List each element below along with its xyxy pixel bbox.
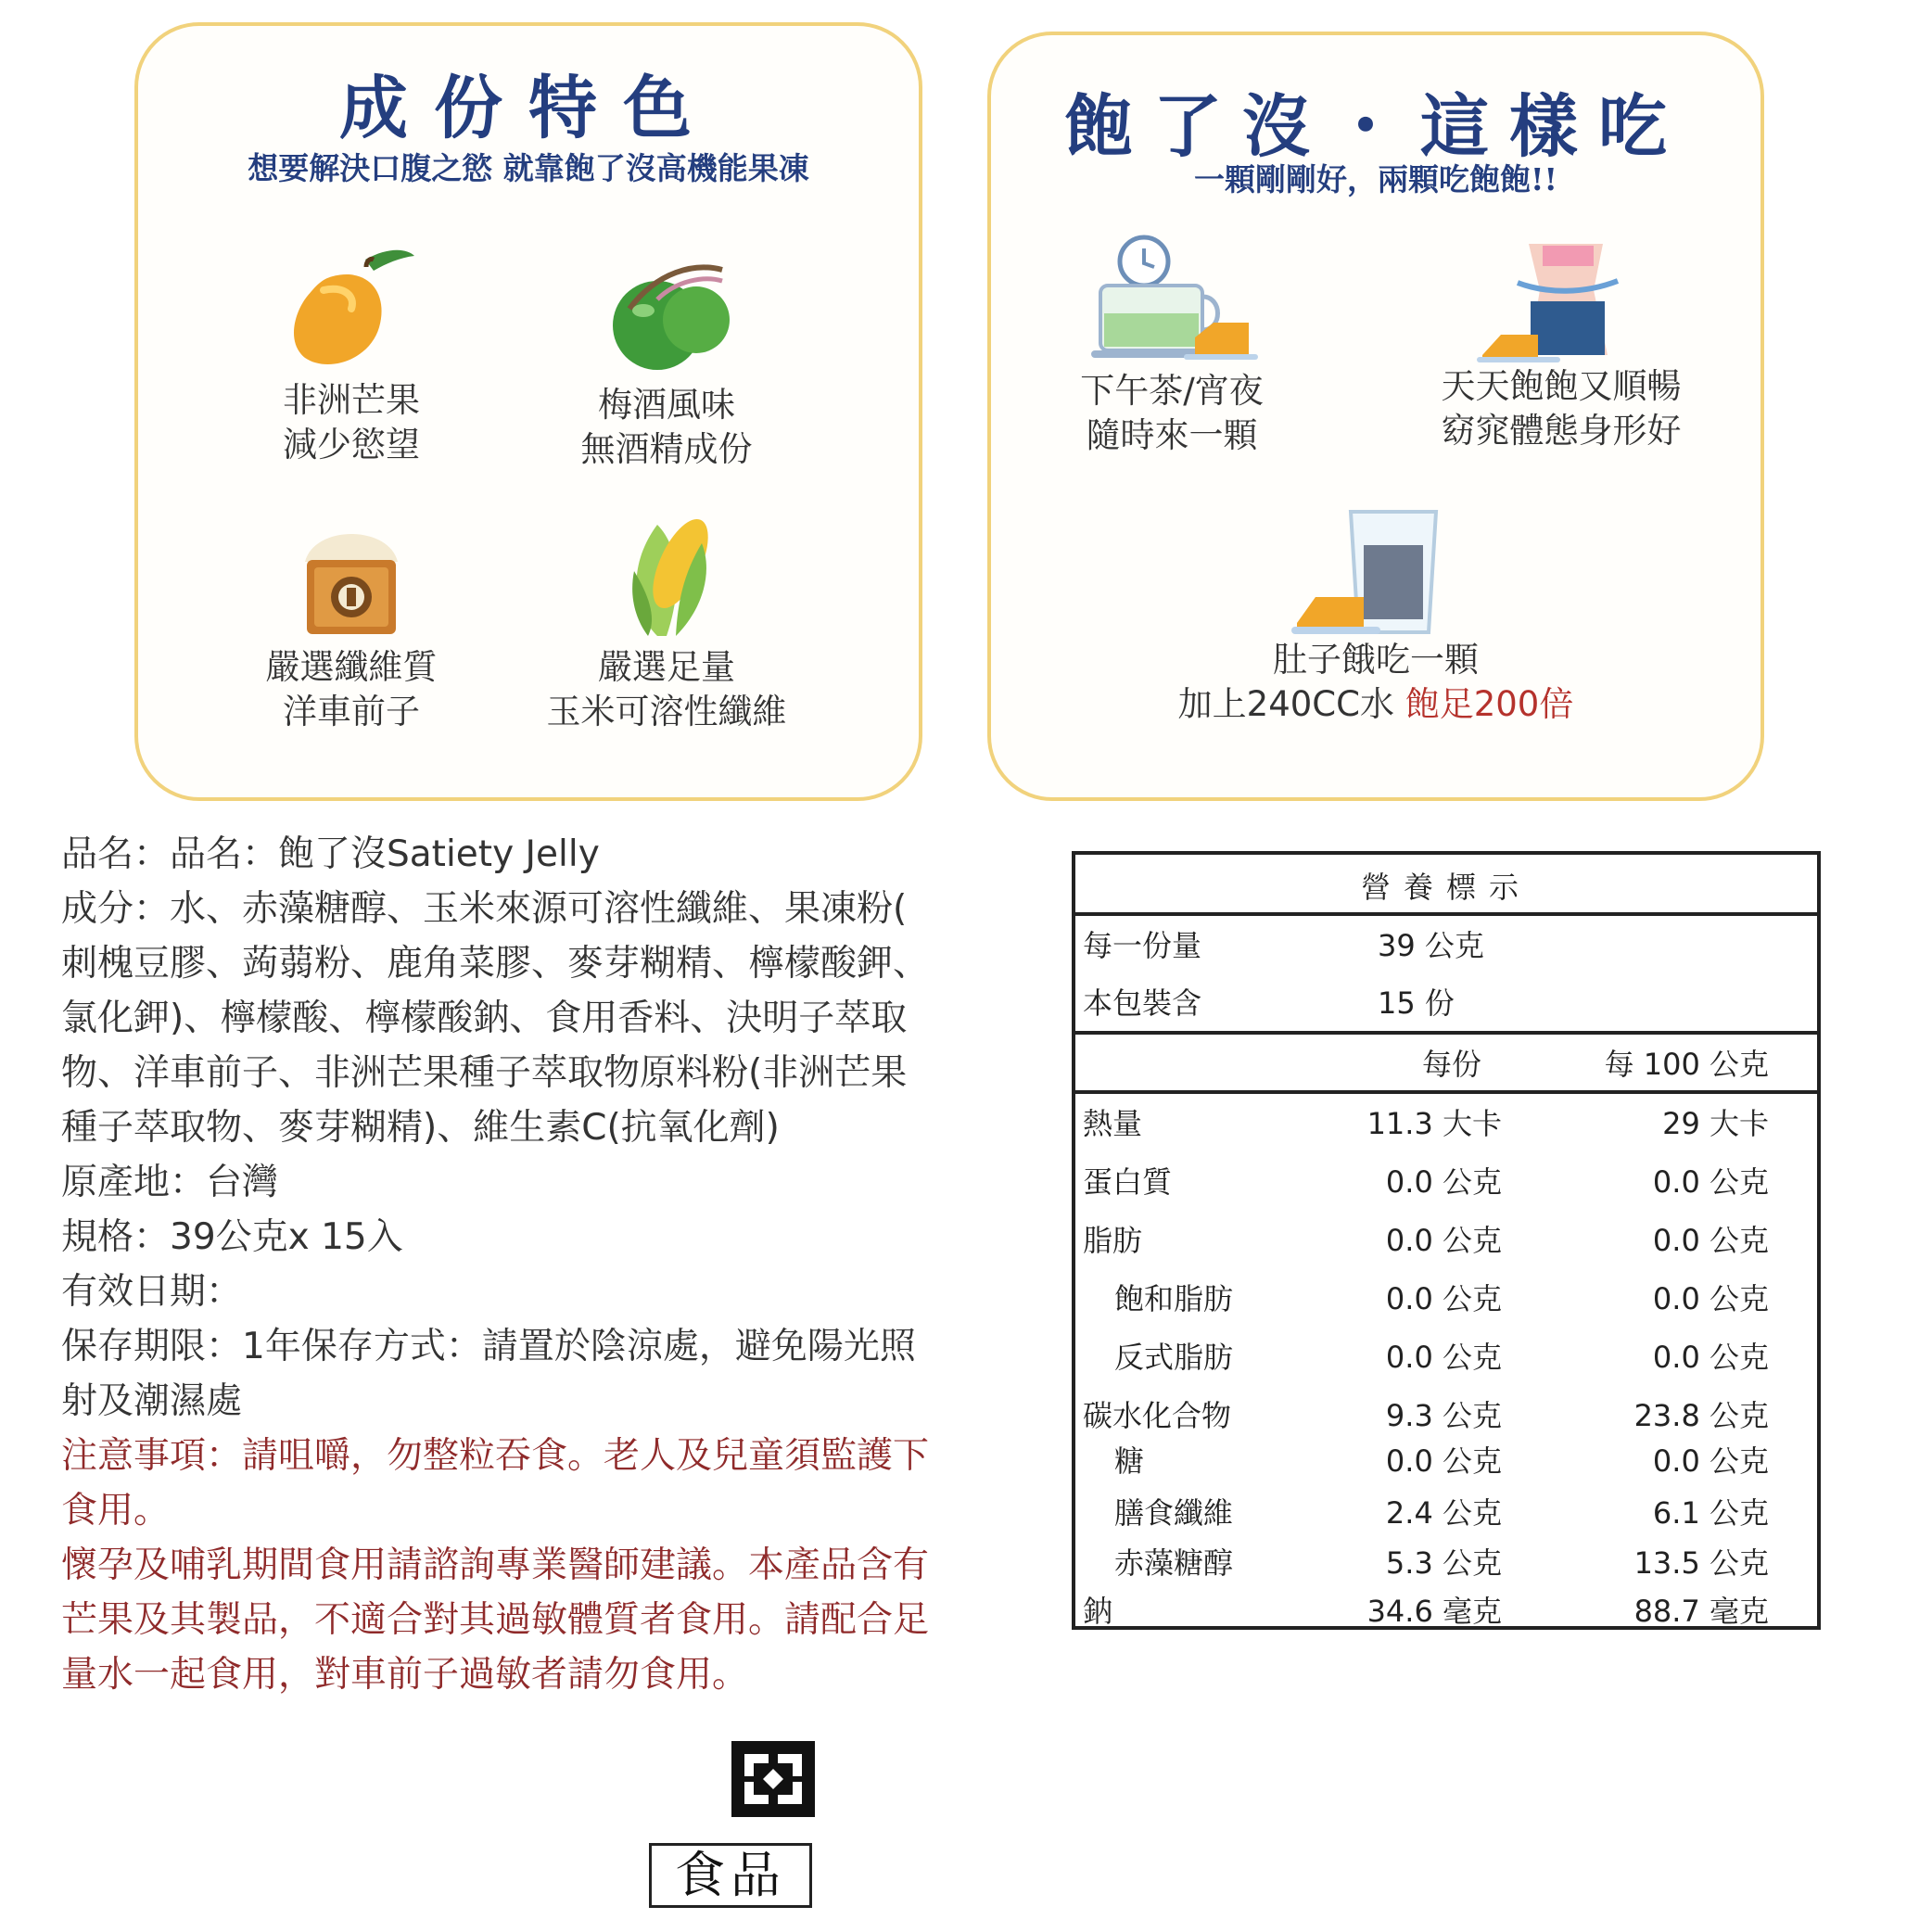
column-header-per-serving: 每份 [1421,1047,1481,1082]
caution-line: 注意事項：請咀嚼，勿整粒吞食。老人及兒童須監護下 [61,1435,930,1477]
nutrition-title: 營養標示 [1360,870,1532,905]
servings-row [1083,983,1817,1023]
divider [1075,912,1817,916]
nutrient-per-100g: 29 大卡 [1662,1106,1769,1141]
product-info [61,827,979,1702]
nutrient-per-100g: 23.8 公克 [1633,1398,1769,1433]
feature-line-1: 嚴選纖維質 [265,647,438,687]
feature-line-2: 玉米可溶性纖維 [546,692,787,731]
nutrient-row [1083,1395,1817,1436]
ingredients-features-panel [134,22,922,801]
nutrition-facts-table [1072,851,1821,1630]
ingredients-line: 刺槐豆膠、蒟蒻粉、鹿角菜膠、麥芽糊精、檸檬酸鉀、 [61,943,930,985]
nutrient-per-serving: 11.3 大卡 [1366,1106,1502,1141]
divider [1075,1031,1817,1035]
feature-plum [527,244,806,472]
ingredients-line: 成分：水、赤藻糖醇、玉米來源可溶性纖維、果凍粉( [61,888,908,930]
food-category-label: 食品 [649,1843,812,1908]
water-glass-icon [1288,508,1464,638]
nutrient-name: 蛋白質 [1083,1164,1173,1200]
expiry: 有效日期： [61,1271,243,1313]
nutrient-per-serving: 5.3 公克 [1385,1545,1502,1581]
nutrient-per-100g: 6.1 公克 [1652,1495,1769,1531]
nutrient-per-100g: 0.0 公克 [1652,1340,1769,1375]
nutrient-row [1083,1543,1817,1583]
tip-line-1: 肚子餓吃一顆 [1273,640,1479,680]
nutrient-name: 飽和脂肪 [1114,1281,1234,1316]
nutrient-per-serving: 0.0 公克 [1385,1443,1502,1479]
nutrient-per-serving: 9.3 公克 [1385,1398,1502,1433]
nutrient-row [1083,1278,1817,1319]
feature-line-2: 洋車前子 [283,692,420,731]
nutrient-row [1083,1220,1817,1261]
nutrient-per-100g: 0.0 公克 [1652,1164,1769,1200]
satiety-highlight: 飽足200倍 [1405,684,1574,724]
storage-line: 保存期限：1年保存方式：請置於陰涼處，避免陽光照 [61,1326,916,1367]
nutrient-name: 熱量 [1083,1106,1143,1141]
caution-line: 懷孕及哺乳期間食用請諮詢專業醫師建議。本產品含有 [61,1544,930,1586]
feature-line-1: 嚴選足量 [598,647,735,687]
product-name: 品名：品名：飽了沒Satiety Jelly [61,833,600,875]
nutrient-row [1083,1441,1817,1481]
ingredients-line: 氯化鉀)、檸檬酸、檸檬酸鈉、食用香料、決明子萃取 [61,998,908,1039]
caution-line: 量水一起食用，對車前子過敏者請勿食用。 [61,1654,749,1696]
feature-line-2: 無酒精成份 [580,429,753,469]
nutrient-name: 赤藻糖醇 [1114,1545,1234,1581]
feature-line-2: 減少慾望 [283,425,420,464]
nutrient-per-100g: 0.0 公克 [1652,1281,1769,1316]
nutrient-per-100g: 13.5 公克 [1633,1545,1769,1581]
serving-size-row [1083,925,1817,966]
storage-line: 射及潮濕處 [61,1380,243,1422]
nutrient-per-serving: 0.0 公克 [1385,1340,1502,1375]
column-header-per-100g: 每 100 公克 [1604,1047,1769,1082]
panel-subtitle: 想要解決口腹之慾 就靠飽了沒高機能果凍 [248,150,809,186]
nutrient-row [1083,1337,1817,1378]
serving-size-label: 每一份量 [1083,928,1202,963]
tip-waist [1404,235,1719,453]
feature-line-1: 非洲芒果 [283,380,420,420]
panel-title: 成份特色 [339,69,718,148]
nutrient-name: 鈉 [1083,1594,1113,1629]
tip-line-2-prefix: 加上240CC水 [1177,684,1405,724]
feature-mango [212,239,490,467]
nutrient-row [1083,1493,1817,1533]
column-header-row [1083,1044,1817,1085]
plum-icon [592,244,741,383]
tip-line-2: 窈窕體態身形好 [1441,411,1682,451]
ingredients-line: 種子萃取物、麥芽糊精)、維生素C(抗氧化劑) [61,1107,780,1149]
nutrient-per-serving: 34.6 毫克 [1366,1594,1502,1629]
tip-line-2: 隨時來一顆 [1086,415,1258,455]
tip-water [1153,508,1598,727]
teatime-clock-icon [1084,230,1260,369]
spec: 規格：39公克x 15入 [61,1216,403,1258]
nutrient-row [1083,1591,1817,1632]
divider [1075,1090,1817,1094]
servings-value: 15 份 [1378,985,1455,1021]
caution-line: 食用。 [61,1490,171,1532]
ingredients-line: 物、洋車前子、非洲芒果種子萃取物原料粉(非洲芒果 [61,1052,908,1094]
nutrient-per-serving: 0.0 公克 [1385,1281,1502,1316]
fiber-jar-icon [277,506,426,645]
panel-title: 飽了沒・這樣吃 [1064,87,1687,167]
nutrient-per-100g: 0.0 公克 [1652,1443,1769,1479]
feature-fiber-jar [212,506,490,734]
serving-size-value: 39 公克 [1378,928,1484,963]
nutrient-name: 脂肪 [1083,1223,1143,1258]
waist-measure-icon [1473,235,1649,364]
nutrient-row [1083,1103,1817,1144]
tip-line-1: 下午茶/宵夜 [1080,371,1264,411]
nutrient-per-100g: 88.7 毫克 [1633,1594,1769,1629]
nutrient-name: 碳水化合物 [1083,1398,1232,1433]
nutrient-name: 膳食纖維 [1114,1495,1234,1531]
nutrient-name: 糖 [1114,1443,1145,1479]
caution-line: 芒果及其製品，不適合對其過敏體質者食用。請配合足 [61,1599,930,1641]
recycle-symbol-icon [731,1741,815,1817]
nutrient-name: 反式脂肪 [1114,1340,1234,1375]
corn-icon [592,506,741,645]
feature-corn [527,506,806,734]
mango-icon [277,239,426,378]
how-to-eat-panel [987,32,1764,801]
tip-line-1: 天天飽飽又順暢 [1441,366,1682,406]
feature-line-1: 梅酒風味 [598,385,735,425]
nutrient-row [1083,1162,1817,1202]
nutrient-per-serving: 0.0 公克 [1385,1223,1502,1258]
tip-teatime [1023,230,1320,458]
nutrient-per-100g: 0.0 公克 [1652,1223,1769,1258]
panel-subtitle: 一顆剛剛好，兩顆吃飽飽!! [1194,161,1557,197]
nutrient-per-serving: 2.4 公克 [1385,1495,1502,1531]
tip-line-2 [1153,682,1598,727]
nutrient-per-serving: 0.0 公克 [1385,1164,1502,1200]
servings-label: 本包裝含 [1083,985,1202,1021]
origin: 原產地：台灣 [61,1162,279,1203]
